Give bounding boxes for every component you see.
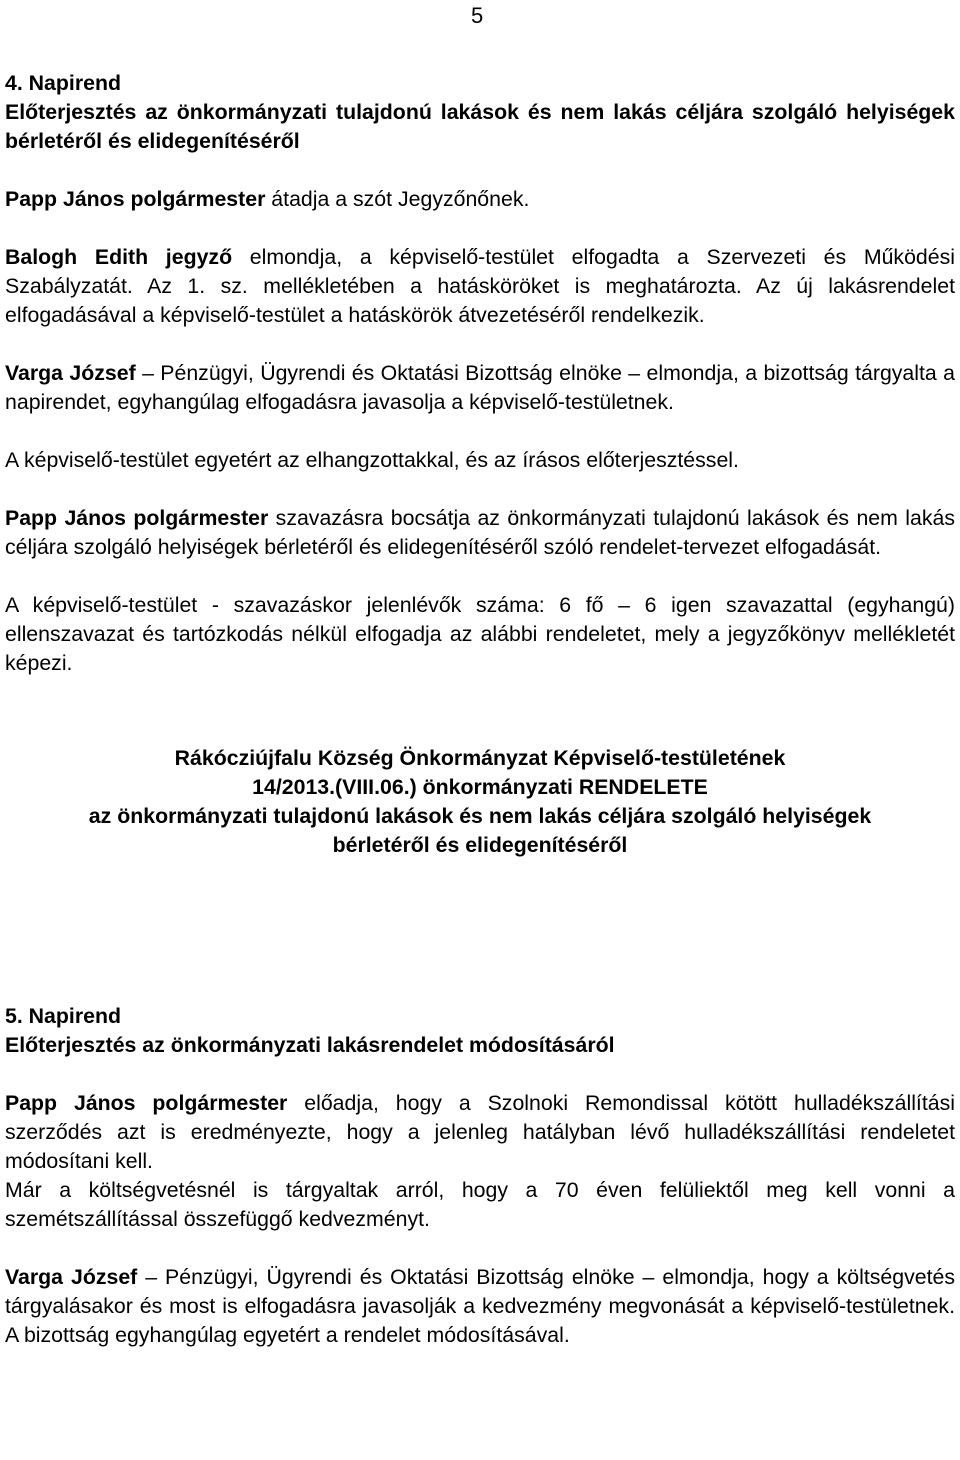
agenda-4-paragraph-3: Varga József – Pénzügyi, Ügyrendi és Oktatási Bizottság elnöke – elmondja, a bizottság tárgyalta a napirendet, egyhangúlag elfogadásra javasolja a képviselő-testületnek.: [5, 361, 955, 414]
speaker-name: Varga József: [5, 361, 136, 385]
agenda-4-paragraph-2: Balogh Edith jegyző elmondja, a képviselő-testület elfogadta a Szervezeti és Működési Szabályzatát. Az 1. sz. mellékletében a hatásköröket is meghatározta. Az új lakásrendelet elfogadásával a képviselő-testület a hatáskörök átvezetéséről rendelkezik.: [5, 245, 955, 327]
agenda-4-title: Előterjesztés az önkormányzati tulajdonú lakások és nem lakás céljára szolgáló helyiségek bérletéről és elidegenítéséről: [5, 100, 955, 153]
decree-title-line-1: Rákócziújfalu Község Önkormányzat Képviselő-testületének: [174, 746, 786, 770]
agenda-4-paragraph-5: Papp János polgármester szavazásra bocsátja az önkormányzati tulajdonú lakások és nem lakás céljára szolgáló helyiségek bérletéről és elidegenítéséről szóló rendelet-tervezet elfogadását.: [5, 506, 955, 559]
agenda-4-heading: 4. Napirend: [5, 71, 121, 95]
agenda-5-paragraph-2: Már a költségvetésnél is tárgyaltak arról, hogy a 70 éven felüliektől meg kell vonni a szemétszállítással összefüggő kedvezményt.: [5, 1178, 955, 1231]
agenda-4-paragraph-6: A képviselő-testület - szavazáskor jelenlévők száma: 6 fő – 6 igen szavazattal (egyhangú) ellenszavazat és tartózkodás nélkül elfogadja az alábbi rendeletet, mely a jegyzőkönyv mellékletét képezi.: [5, 593, 955, 675]
speaker-name: Papp János polgármester: [5, 506, 269, 530]
speaker-name: Papp János polgármester: [5, 187, 266, 211]
agenda-5-heading: 5. Napirend: [5, 1004, 121, 1028]
agenda-5-title: Előterjesztés az önkormányzati lakásrendelet módosításáról: [5, 1033, 615, 1057]
agenda-4-paragraph-4: A képviselő-testület egyetért az elhangzottakkal, és az írásos előterjesztéssel.: [5, 448, 739, 472]
decree-title-line-3: az önkormányzati tulajdonú lakások és nem lakás céljára szolgáló helyiségek: [88, 804, 872, 828]
speaker-name: Balogh Edith jegyző: [5, 245, 233, 269]
agenda-5-paragraph-3: Varga József – Pénzügyi, Ügyrendi és Oktatási Bizottság elnöke – elmondja, hogy a költségvetés tárgyalásakor és most is elfogadásra javasolják a kedvezmény megvonását a képviselő-testületnek. A bizottság egyhangúlag egyetért a rendelet módosításával.: [5, 1265, 955, 1347]
document-body: [5, 69, 955, 1350]
page-number: 5: [471, 3, 484, 28]
speaker-name: Papp János polgármester: [5, 1091, 288, 1115]
speaker-name: Varga József: [5, 1265, 138, 1289]
decree-title-line-2: 14/2013.(VIII.06.) önkormányzati RENDELETE: [252, 775, 708, 799]
agenda-5-paragraph-1: Papp János polgármester előadja, hogy a Szolnoki Remondissal kötött hulladékszállítási szerződés azt is eredményezte, hogy a jelenleg hatályban lévő hulladékszállítási rendeletet módosítani kell.: [5, 1091, 955, 1173]
agenda-4-paragraph-1: Papp János polgármester átadja a szót Jegyzőnőnek.: [5, 187, 530, 211]
decree-title-line-4: bérletéről és elidegenítéséről: [332, 833, 628, 857]
